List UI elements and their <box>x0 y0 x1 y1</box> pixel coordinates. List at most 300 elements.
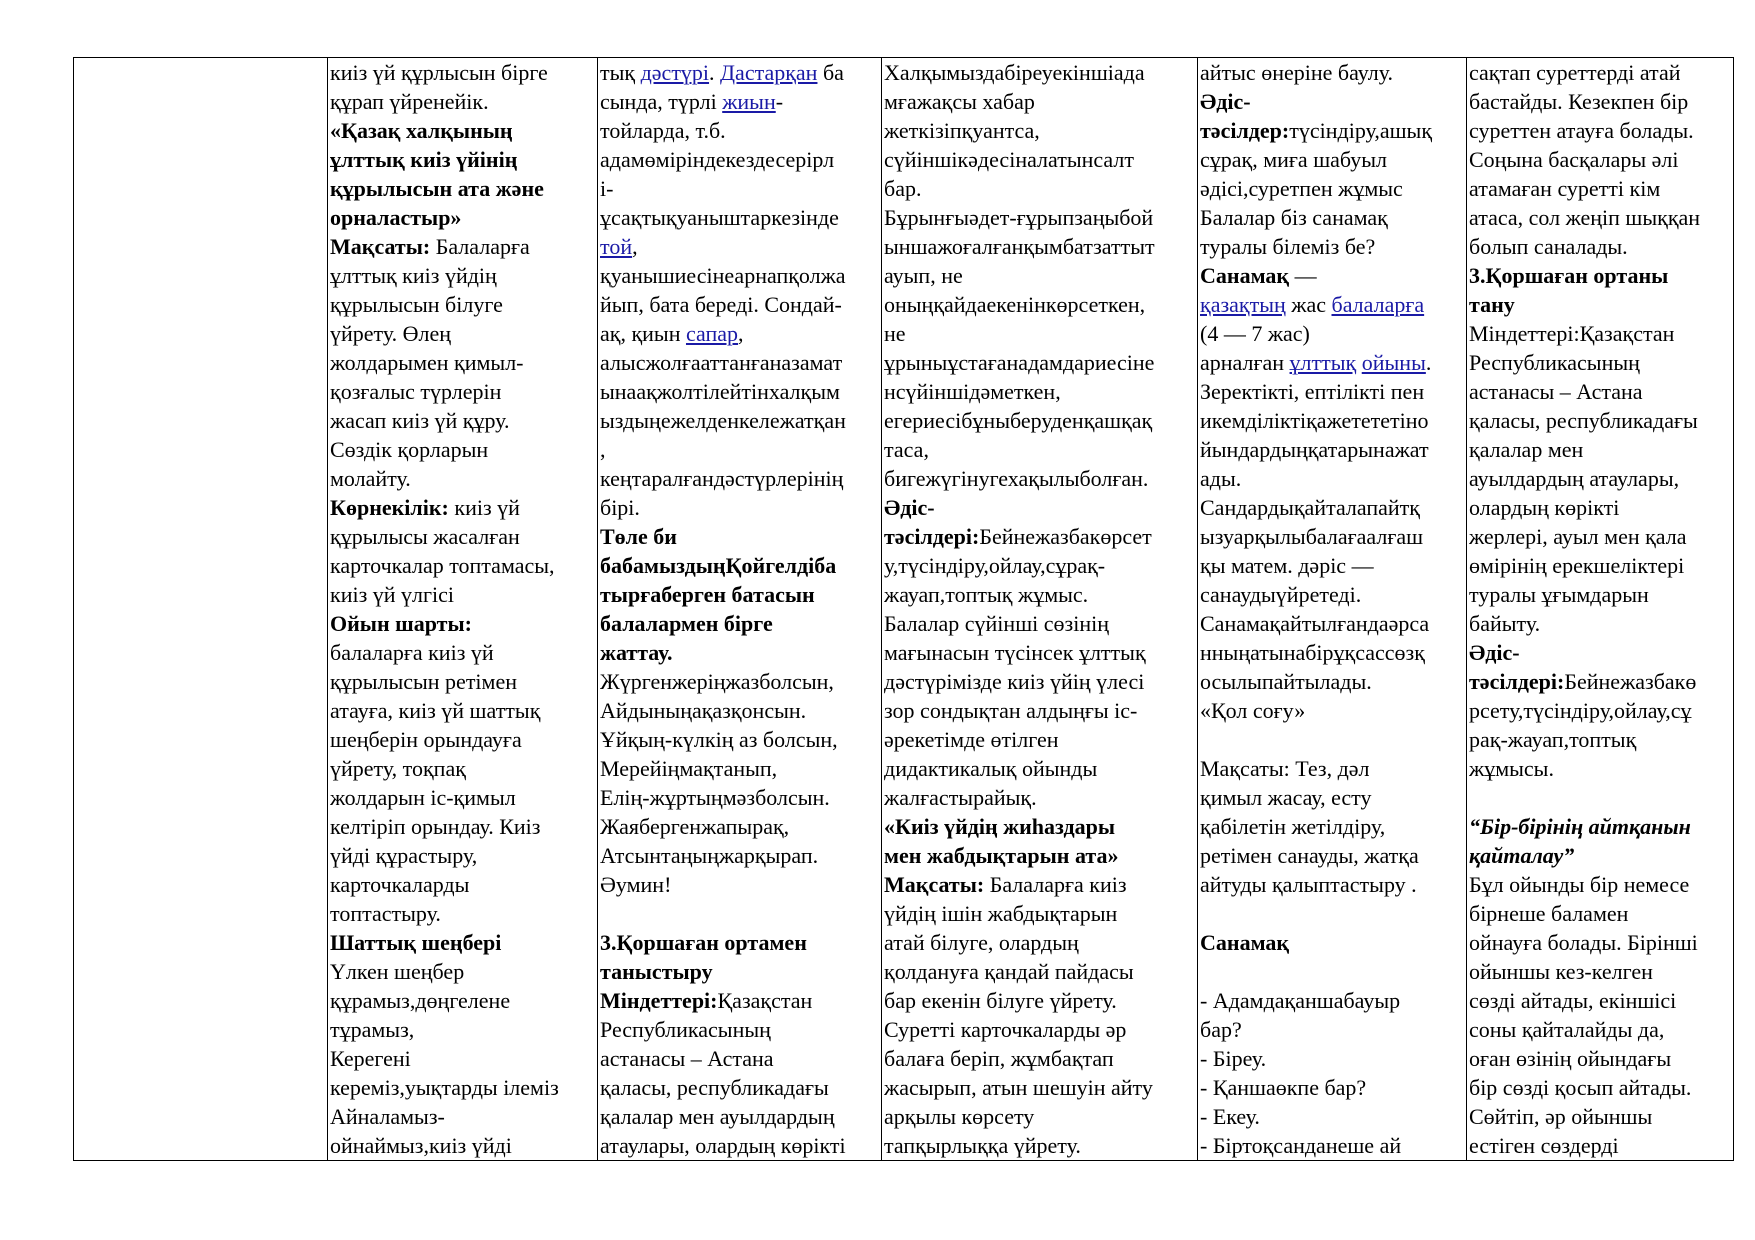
text-segment: балаға беріп, жұмбақтап <box>884 1046 1114 1071</box>
text-segment: Айдыныңақазқонсын. <box>600 698 807 723</box>
text-segment: - Екеу. <box>1200 1104 1260 1129</box>
text-line <box>1200 754 1465 783</box>
text-line <box>1469 638 1732 667</box>
text-segment: атамаған суретті кім <box>1469 176 1661 201</box>
hyperlink[interactable]: сапар <box>685 321 739 346</box>
text-segment: бірі. <box>600 495 640 520</box>
text-line <box>330 522 596 551</box>
text-line <box>884 145 1196 174</box>
text-line <box>1200 203 1465 232</box>
text-segment: қимыл жасау, есту <box>1200 785 1372 810</box>
text-segment: мағынасын түсінсек ұлттық <box>884 640 1146 665</box>
text-segment: , <box>600 437 606 462</box>
text-segment: құрылысы жасалған <box>330 524 520 549</box>
text-segment: ыншажоғалғанқымбатзаттыт <box>884 234 1155 259</box>
text-line <box>884 870 1196 899</box>
text-segment: жаттау. <box>600 640 673 665</box>
text-line <box>330 1015 596 1044</box>
hyperlink[interactable]: Дастарқан <box>720 60 818 85</box>
text-segment: мғажақсы хабар <box>884 89 1035 114</box>
text-segment: 3.Қоршаған ортаны <box>1469 263 1669 288</box>
text-line <box>1200 261 1465 290</box>
text-line <box>330 464 596 493</box>
text-segment: ады. <box>1200 466 1242 491</box>
text-segment: ауып, не <box>884 263 963 288</box>
text-segment: суреттен атауға болады. <box>1469 118 1694 143</box>
text-line <box>600 957 880 986</box>
text-line <box>600 725 880 754</box>
text-line <box>600 1102 880 1131</box>
text-line <box>330 551 596 580</box>
text-line <box>1469 580 1732 609</box>
text-segment: айтыс өнеріне баулу. <box>1200 60 1394 85</box>
text-line <box>884 290 1196 319</box>
text-line <box>1200 406 1465 435</box>
text-line <box>884 261 1196 290</box>
bold-label: Мақсаты: <box>884 872 985 897</box>
text-line <box>330 1102 596 1131</box>
text-segment: Үлкен шеңбер <box>330 959 465 984</box>
text-line <box>884 1044 1196 1073</box>
text-line <box>1469 464 1732 493</box>
text-segment: йып, бата береді. Сондай- <box>600 292 842 317</box>
text-segment: бар. <box>884 176 922 201</box>
text-segment: шеңберін орындауға <box>330 727 522 752</box>
text-line <box>884 522 1196 551</box>
text-line <box>330 203 596 232</box>
text-line <box>1469 1102 1732 1131</box>
text-line <box>1200 174 1465 203</box>
text-line <box>600 377 880 406</box>
text-segment: Шаттық шеңбері <box>330 930 502 955</box>
text-line <box>884 928 1196 957</box>
text-line <box>600 493 880 522</box>
text-segment: - Біреу. <box>1200 1046 1267 1071</box>
text-segment: Балалар сүйінші сөзінің <box>884 611 1109 636</box>
text-segment: Керегені <box>330 1046 411 1071</box>
bold-label: Міндеттері: <box>600 988 718 1013</box>
text-segment: Сандардықайталапайтқ <box>1200 495 1420 520</box>
text-segment: балалармен бірге <box>600 611 773 636</box>
text-line <box>1200 783 1465 812</box>
text-line <box>884 58 1196 87</box>
text-segment: үйдің ішін жабдықтарын <box>884 901 1118 926</box>
text-segment: «Киіз үйдің жиһаздары <box>884 814 1116 839</box>
text-line <box>884 203 1196 232</box>
text-segment: байыту. <box>1469 611 1541 636</box>
hyperlink[interactable]: дәстүрі <box>640 60 710 85</box>
text-line <box>1469 551 1732 580</box>
text-segment: келтіріп орындау. Киіз <box>330 814 541 839</box>
text-segment: қолдануға қандай пайдасы <box>884 959 1134 984</box>
text-segment: ретімен санауды, жатқа <box>1200 843 1419 868</box>
text-line <box>884 348 1196 377</box>
text-segment: дидактикалық ойынды <box>884 756 1098 781</box>
text-segment: . <box>1425 350 1432 375</box>
text-segment: киіз үй құрлысын бірге <box>330 60 548 85</box>
text-line <box>1200 667 1465 696</box>
text-line <box>600 1131 880 1160</box>
text-line <box>1469 377 1732 406</box>
hyperlink[interactable]: қазақтың <box>1200 292 1286 317</box>
text-segment: бар? <box>1200 1017 1242 1042</box>
hyperlink[interactable]: ойыны <box>1361 350 1426 375</box>
text-segment: адамөміріндекездесерірл <box>600 147 835 172</box>
text-line <box>330 725 596 754</box>
text-segment: Бейнежазбакөрсет <box>979 524 1152 549</box>
text-line <box>1200 928 1465 957</box>
text-line <box>330 667 596 696</box>
text-segment: киіз үй үлгісі <box>330 582 455 607</box>
text-segment: сақтап суреттерді атай <box>1469 60 1681 85</box>
text-line <box>1200 435 1465 464</box>
text-line <box>1200 1131 1465 1160</box>
text-segment: топтастыру. <box>330 901 441 926</box>
text-line <box>1200 319 1465 348</box>
text-line <box>330 986 596 1015</box>
text-line <box>1469 319 1732 348</box>
text-line <box>1469 116 1732 145</box>
hyperlink[interactable]: балаларға <box>1331 292 1425 317</box>
text-line <box>1469 870 1732 899</box>
text-line <box>884 377 1196 406</box>
text-line <box>1200 232 1465 261</box>
text-segment: жолдарын іс-қимыл <box>330 785 516 810</box>
text-line <box>1469 986 1732 1015</box>
text-segment: Республикасының <box>600 1017 771 1042</box>
text-segment: Мақсаты: Тез, дәл <box>1200 756 1370 781</box>
text-segment: ұлттық киіз үйінің <box>330 147 518 172</box>
text-segment: - Біртоқсанданеше ай <box>1200 1133 1402 1158</box>
text-segment: жас <box>1285 292 1332 317</box>
text-segment: бигежүгінугехақылыболған. <box>884 466 1149 491</box>
text-segment: - Адамдақаншабауыр <box>1200 988 1401 1013</box>
text-segment: Атсынтаңыңжарқырап. <box>600 843 819 868</box>
text-line <box>330 812 596 841</box>
text-line <box>330 406 596 435</box>
text-line <box>1469 261 1732 290</box>
text-segment: таса, <box>884 437 929 462</box>
text-line <box>884 174 1196 203</box>
text-segment: туралы білеміз бе? <box>1200 234 1376 259</box>
text-segment: Санамақ <box>1200 930 1290 955</box>
text-line <box>600 174 880 203</box>
text-line <box>330 58 596 87</box>
text-line <box>600 638 880 667</box>
text-segment: кеңтаралғандәстүрлерінің <box>600 466 844 491</box>
text-line <box>1469 87 1732 116</box>
text-segment: Зеректікті, ептілікті пен <box>1200 379 1425 404</box>
text-line <box>330 145 596 174</box>
text-line <box>330 783 596 812</box>
text-line <box>330 290 596 319</box>
text-segment: тұрамыз, <box>330 1017 415 1042</box>
text-segment: ауылдардың атаулары, <box>1469 466 1680 491</box>
text-segment: оныңқайдаекенінкөрсеткен, <box>884 292 1146 317</box>
text-segment: қайталау” <box>1469 843 1575 868</box>
text-line <box>1469 1015 1732 1044</box>
text-line <box>600 116 880 145</box>
text-line <box>1469 522 1732 551</box>
text-line <box>330 493 596 522</box>
text-segment: ұсақтықуаныштаркезінде <box>600 205 839 230</box>
text-line <box>1469 1073 1732 1102</box>
text-segment: Әдіс- <box>884 495 935 520</box>
text-line <box>884 725 1196 754</box>
text-segment: Қазақстан <box>717 988 813 1013</box>
text-line <box>884 406 1196 435</box>
text-line <box>330 116 596 145</box>
text-segment: балаларға киіз үй <box>330 640 494 665</box>
text-segment: санаудыүйретеді. <box>1200 582 1362 607</box>
text-line <box>1469 290 1732 319</box>
text-line <box>330 899 596 928</box>
text-line <box>884 1073 1196 1102</box>
text-segment: таныстыру <box>600 959 713 984</box>
text-segment: — <box>1289 263 1317 288</box>
text-line <box>1200 812 1465 841</box>
text-line <box>884 1015 1196 1044</box>
text-line <box>600 551 880 580</box>
text-segment: бабамыздыңҚойгелдіба <box>600 553 837 578</box>
text-segment: ақ, қиын <box>600 321 686 346</box>
text-segment: . <box>709 60 721 85</box>
text-segment: Бұл ойынды бір немесе <box>1469 872 1690 897</box>
lesson-plan-table <box>73 57 1734 1161</box>
text-segment: не <box>884 321 906 346</box>
text-line <box>1200 638 1465 667</box>
text-line <box>1200 464 1465 493</box>
text-line <box>330 87 596 116</box>
text-segment: ынаақжолтілейтінхалқым <box>600 379 840 404</box>
text-line <box>600 812 880 841</box>
text-segment: Халқымыздабіреуекіншіада <box>884 60 1145 85</box>
text-line <box>1469 957 1732 986</box>
text-segment: құрамыз,дөңгелене <box>330 988 511 1013</box>
text-line <box>884 783 1196 812</box>
text-line <box>600 986 880 1015</box>
text-segment: қозғалыс түрлерін <box>330 379 502 404</box>
text-segment: Айналамыз- <box>330 1104 445 1129</box>
text-line <box>600 1044 880 1073</box>
text-segment: Жаябергенжапырақ, <box>600 814 790 839</box>
text-line <box>600 232 880 261</box>
text-line <box>330 696 596 725</box>
text-line <box>1200 725 1465 754</box>
text-line <box>1200 696 1465 725</box>
text-line <box>600 522 880 551</box>
text-segment: атай білуге, олардың <box>884 930 1079 955</box>
text-line <box>600 754 880 783</box>
text-line <box>884 493 1196 522</box>
text-segment: Бұрынғыәдет-ғұрыпзаңыбой <box>884 205 1154 230</box>
text-line <box>884 638 1196 667</box>
text-line <box>1469 348 1732 377</box>
text-segment: сөзді айтады, екіншісі <box>1469 988 1677 1013</box>
text-segment: Әдіс- <box>1200 89 1251 114</box>
hyperlink[interactable]: ұлттық <box>1289 350 1357 375</box>
text-segment: икемділіктіқажетететіно <box>1200 408 1429 433</box>
text-segment: жалғастырайық. <box>884 785 1037 810</box>
text-segment: Санамақайтылғандаәрса <box>1200 611 1430 636</box>
text-segment: Республикасының <box>1469 350 1640 375</box>
text-segment: (4 — 7 жас) <box>1200 321 1310 346</box>
text-segment: рақ-жауап,топтық <box>1469 727 1637 752</box>
text-line <box>600 580 880 609</box>
text-segment: жасырып, атын шешуін айту <box>884 1075 1153 1100</box>
column-1 <box>328 58 598 1161</box>
text-line <box>1200 1073 1465 1102</box>
text-line <box>884 986 1196 1015</box>
text-segment: үйрету. Өлең <box>330 321 452 346</box>
text-line <box>1200 58 1465 87</box>
text-line <box>1200 899 1465 928</box>
text-segment: құрылысын ата және <box>330 176 544 201</box>
text-line <box>884 435 1196 464</box>
text-line <box>330 319 596 348</box>
text-line <box>1469 493 1732 522</box>
text-line <box>1200 145 1465 174</box>
text-line <box>884 464 1196 493</box>
text-segment: киіз үй <box>448 495 520 520</box>
text-segment: ба <box>817 60 844 85</box>
text-segment: жауап,топтық жұмыс. <box>884 582 1089 607</box>
text-segment: сұрақ, миға шабуыл <box>1200 147 1388 172</box>
text-line <box>884 841 1196 870</box>
text-segment: астанасы – Астана <box>600 1046 774 1071</box>
text-segment: Суретті карточкаларды әр <box>884 1017 1127 1042</box>
text-segment: дәстүрімізде киіз үйің үлесі <box>884 669 1145 694</box>
text-segment: әрекетімде өтілген <box>884 727 1059 752</box>
text-segment: Балалар біз санамақ <box>1200 205 1388 230</box>
text-segment: құрылысын ретімен <box>330 669 517 694</box>
text-line <box>1469 696 1732 725</box>
text-line <box>330 580 596 609</box>
text-line <box>600 406 880 435</box>
text-line <box>330 377 596 406</box>
text-line <box>330 870 596 899</box>
text-line <box>330 174 596 203</box>
text-line <box>600 203 880 232</box>
text-line <box>600 464 880 493</box>
text-segment: бір сөзді қосып айтады. <box>1469 1075 1692 1100</box>
text-line <box>330 841 596 870</box>
text-segment: орналастыр» <box>330 205 462 230</box>
text-line <box>600 783 880 812</box>
text-segment: карточкаларды <box>330 872 470 897</box>
bold-label: Мақсаты: <box>330 234 431 259</box>
text-line <box>330 261 596 290</box>
text-segment: «Қол соғу» <box>1200 698 1306 723</box>
text-line <box>330 348 596 377</box>
text-line <box>1200 986 1465 1015</box>
hyperlink[interactable]: жиын <box>722 89 776 114</box>
text-segment: қабілетін жетілдіру, <box>1200 814 1386 839</box>
text-line <box>1469 406 1732 435</box>
text-segment: өмірінің ерекшеліктері <box>1469 553 1685 578</box>
text-segment: Төле би <box>600 524 677 549</box>
text-segment: Сөздік қорларын <box>330 437 489 462</box>
text-line <box>1469 725 1732 754</box>
bold-label: тәсілдері: <box>1469 669 1565 694</box>
text-line <box>1469 232 1732 261</box>
text-segment: Балаларға <box>430 234 530 259</box>
text-line <box>884 580 1196 609</box>
hyperlink[interactable]: той <box>600 234 633 259</box>
text-segment: атаса, сол жеңіп шыққан <box>1469 205 1701 230</box>
text-segment: егериесібұныберуденқашқақ <box>884 408 1153 433</box>
text-line <box>1200 377 1465 406</box>
text-line <box>330 1131 596 1160</box>
text-segment: тырғаберген батасын <box>600 582 815 607</box>
text-line <box>1469 58 1732 87</box>
text-segment: қаласы, республикадағы <box>1469 408 1698 433</box>
text-line <box>600 667 880 696</box>
text-segment: жұмысы. <box>1469 756 1554 781</box>
text-segment: нныңатынабірұқсассөзқ <box>1200 640 1425 665</box>
text-segment: ойнауға болады. Бірінші <box>1469 930 1698 955</box>
text-segment: Елің-жұртыңмәзболсын. <box>600 785 830 810</box>
text-line <box>1200 580 1465 609</box>
text-line <box>1469 928 1732 957</box>
text-line <box>600 696 880 725</box>
text-line <box>1469 1131 1732 1160</box>
text-line <box>884 87 1196 116</box>
text-line <box>1200 957 1465 986</box>
text-segment: түсіндіру,ашық <box>1289 118 1433 143</box>
text-segment: ызуарқылыбалағаалғаш <box>1200 524 1424 549</box>
text-segment: соны қайталайды да, <box>1469 1017 1665 1042</box>
text-segment: болып саналады. <box>1469 234 1628 259</box>
text-segment: сында, түрлі <box>600 89 723 114</box>
column-0 <box>74 58 328 1161</box>
text-line <box>1469 667 1732 696</box>
table-row <box>74 58 1734 1161</box>
text-line <box>330 928 596 957</box>
text-line <box>1469 812 1732 841</box>
text-segment: у,түсіндіру,ойлау,сұрақ- <box>884 553 1106 578</box>
text-line <box>330 1044 596 1073</box>
text-segment: Ұйқың-күлкің аз болсын, <box>600 727 838 752</box>
text-segment: бірнеше баламен <box>1469 901 1629 926</box>
text-segment: осылыпайтылады. <box>1200 669 1372 694</box>
text-segment: Міндеттері:Қазақстан <box>1469 321 1675 346</box>
text-line <box>1200 841 1465 870</box>
text-line <box>600 319 880 348</box>
text-line <box>330 754 596 783</box>
bold-label: тәсілдері: <box>884 524 980 549</box>
text-segment: Ойын шарты: <box>330 611 472 636</box>
text-line <box>600 290 880 319</box>
text-segment: мен жабдықтарын ата» <box>884 843 1119 868</box>
text-segment: атауға, киіз үй шаттық <box>330 698 541 723</box>
text-line <box>330 638 596 667</box>
text-line <box>1469 1044 1732 1073</box>
column-2 <box>598 58 882 1161</box>
text-line <box>1200 1015 1465 1044</box>
text-segment: тану <box>1469 292 1515 317</box>
column-5 <box>1467 58 1734 1161</box>
text-line <box>1469 203 1732 232</box>
text-segment: естіген сөздерді <box>1469 1133 1619 1158</box>
text-segment: қаласы, республикадағы <box>600 1075 829 1100</box>
text-line <box>884 812 1196 841</box>
text-line <box>330 1073 596 1102</box>
text-segment: Мерейіңмақтанып, <box>600 756 778 781</box>
text-segment: ұрыныұстағанадамдариесіне <box>884 350 1155 375</box>
text-segment: ұлттық киіз үйдің <box>330 263 497 288</box>
text-segment: алысжолғааттанғаназамат <box>600 350 843 375</box>
